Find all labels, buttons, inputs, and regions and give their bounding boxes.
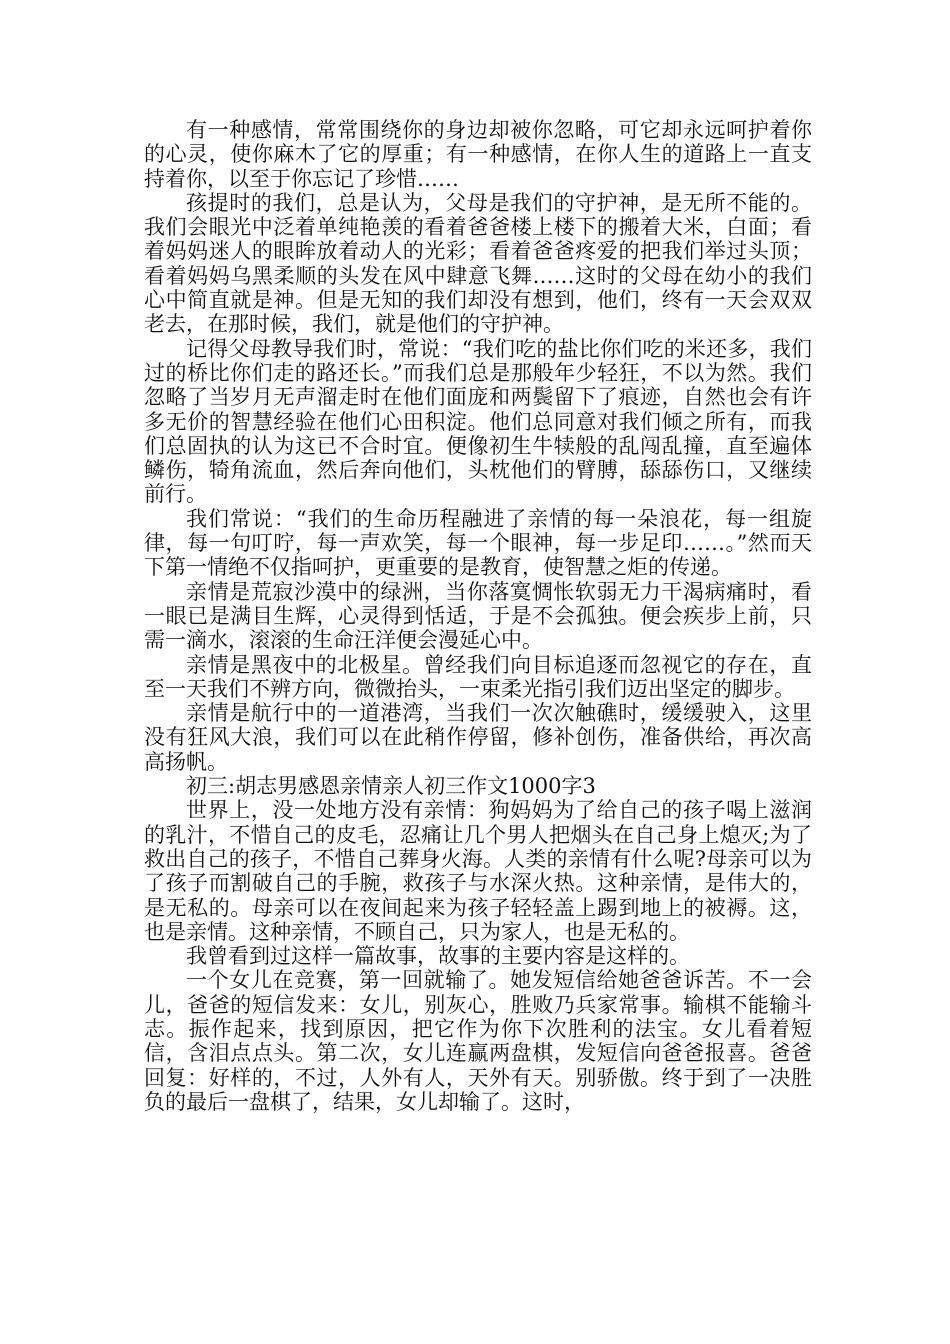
paragraph-3: 记得父母教导我们时，常说：“我们吃的盐比你们吃的米还多，我们过的桥比你们走的路还长。”而我们总是那般年少轻狂，不以为然。我们忽略了当岁月无声溜走时在他们面庞和两鬓留下了痕迹，自然也会有许多无价的智慧经验在他们心田积淀。他们总同意对我们倾之所有，而我们总固执的认为这已不合时宜。便像初生牛犊般的乱闯乱撞，直至遍体鳞伤，犄角流血，然后奔向他们，头枕他们的臂膊，舔舔伤口，又继续前行。: [144, 336, 812, 507]
paragraph-7: 亲情是航行中的一道港湾，当我们一次次触礁时，缓缓驶入，这里没有狂风大浪，我们可以在此稍作停留，修补创伤，准备供给，再次高高扬帆。: [144, 701, 812, 774]
paragraph-8: 世界上，没一处地方没有亲情：狗妈妈为了给自己的孩子喝上滋润的乳汁，不惜自己的皮毛，忍痛让几个男人把烟头在自己身上熄灭;为了救出自己的孩子，不惜自己葬身火海。人类的亲情有什么呢?母亲可以为了孩子而割破自己的手腕，救孩子与水深火热。这种亲情，是伟大的，是无私的。母亲可以在夜间起来为孩子轻轻盖上踢到地上的被褥。这，也是亲情。这种亲情，不顾自己，只为家人，也是无私的。: [144, 798, 812, 944]
paragraph-9: 我曾看到过这样一篇故事，故事的主要内容是这样的。: [186, 944, 690, 969]
paragraph-1: 有一种感情，常常围绕你的身边却被你忽略，可它却永远呵护着你的心灵，使你麻木了它的厚重；有一种感情，在你人生的道路上一直支持着你，以至于你忘记了珍惜……: [144, 118, 812, 191]
paragraph-5: 亲情是荒寂沙漠中的绿洲，当你落寞惆怅软弱无力干渴病痛时，看一眼已是满目生辉，心灵得到恬适，于是不会孤独。便会疾步上前，只需一滴水，滚滚的生命汪洋便会漫延心中。: [144, 579, 812, 653]
paragraph-10: 一个女儿在竞赛，第一回就输了。她发短信给她爸爸诉苦。不一会儿，爸爸的短信发来：女儿，别灰心，胜败乃兵家常事。输棋不能输斗志。振作起来，找到原因，把它作为你下次胜利的法宝。女儿看着短信，含泪点点头。第二次，女儿连赢两盘棋，发短信向爸爸报喜。爸爸回复：好样的，不过，人外有人，天外有天。别骄傲。终于到了一决胜负的最后一盘棋了，结果，女儿却输了。这时，: [144, 968, 812, 1114]
paragraph-6: 亲情是黑夜中的北极星。曾经我们向目标追逐而忽视它的存在，直至一天我们不辨方向，微微抬头，一束柔光指引我们迈出坚定的脚步。: [144, 652, 812, 701]
section-heading: 初三:胡志男感恩亲情亲人初三作文1000字3: [186, 774, 596, 799]
paragraph-2: 孩提时的我们，总是认为，父母是我们的守护神，是无所不能的。我们会眼光中泛着单纯艳羡的看着爸爸楼上楼下的搬着大米，白面；看着妈妈迷人的眼眸放着动人的光彩；看着爸爸疼爱的把我们举过头顶；看着妈妈乌黑柔顺的头发在风中肆意飞舞……这时的父母在幼小的我们心中简直就是神。但是无知的我们却没有想到，他们，终有一天会双双老去，在那时候，我们，就是他们的守护神。: [144, 190, 812, 337]
paragraph-4: 我们常说：“我们的生命历程融进了亲情的每一朵浪花，每一组旋律，每一句叮咛，每一声欢笑，每一个眼神，每一步足印……。”然而天下第一情绝不仅指呵护，更重要的是教育，使智慧之炬的传递。: [144, 506, 812, 580]
document-body: [144, 118, 812, 1114]
